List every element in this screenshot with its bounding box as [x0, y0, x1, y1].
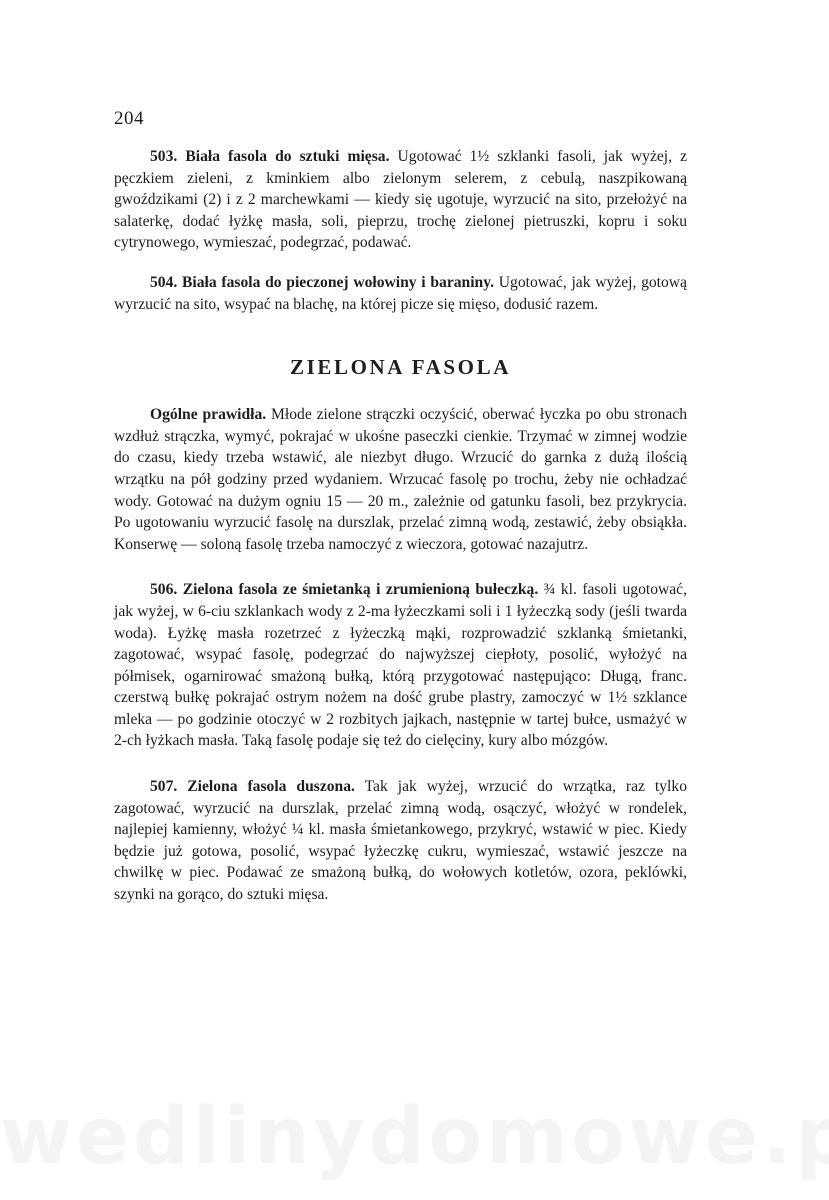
recipe-506-text: ¾ kl. fasoli ugotować, jak wyżej, w 6-ciu szklankach wody z 2-ma łyżeczkami soli i 1 łyżeczką sody (jeśli twarda woda). Łyżkę masła rozetrzeć z łyżeczką mąki, rozprowadzić szklanką śmietanki, zagotować, wsypać fasolę, podegrzać do najwyższej ciepłoty, posolić, wyłożyć na półmisek, ogarnirować smażoną bułką, którą przygotować następująco: Długą, franc. czerstwą bułkę pokrajać ostrym nożem na dość grube plastry, zamoczyć w 1½ szklance mleka — po godzinie otoczyć w 2 rozbitych jajkach, następnie w tartej bułce, usmażyć w 2-ch łyżkach masła. Taką fasolę podaje się też do cielęciny, kury albo mózgów. — [114, 581, 687, 750]
watermark — [0, 1092, 829, 1182]
recipe-506 — [114, 579, 687, 752]
recipe-504 — [114, 272, 687, 315]
recipe-503-number: 503. — [150, 148, 178, 165]
recipe-506-number: 506. — [150, 581, 178, 599]
recipe-504-text: Ugotować, jak wyżej, gotową wyrzucić na sito, wsypać na blachę, na której picze się mięso, dodusić razem. — [114, 273, 687, 313]
recipe-506-title: Zielona fasola ze śmietanką i zrumienioną bułeczką. — [182, 581, 539, 599]
recipe-504-number: 504. — [150, 273, 178, 291]
page-content — [114, 146, 687, 906]
recipe-503 — [114, 146, 687, 254]
recipe-507-text: Tak jak wyżej, wrzucić do wrzątka, raz tylko zagotować, wyrzucić na durszlak, przelać zimną wodą, osączyć, włożyć w rondelek, najlepiej kamienny, włożyć ¼ kl. masła śmietankowego, przykryć, wstawić w piec. Kiedy będzie już gotowa, posolić, wsypać łyżeczkę cukru, wymieszać, wstawić jeszcze na chwilkę w piec. Podawać ze smażoną bułką, do wołowych kotletów, ozora, peklówki, szynki na gorąco, do sztuki mięsa. — [114, 778, 687, 904]
recipe-507 — [114, 776, 687, 906]
section-title: ZIELONA FASOLA — [290, 355, 511, 380]
recipe-503-text: Ugotować 1½ szklanki fasoli, jak wyżej, z pęczkiem zieleni, z kminkiem albo zielonym selerem, z cebulą, naszpikowaną gwoździkami (2) i z 2 marchewkami — kiedy się ugotuje, wyrzucić na sito, przełożyć na salaterkę, dodać łyżkę masła, soli, pieprzu, trochę zielonej pietruszki, kopru i soku cytrynowego, wymieszać, podegrzać, podawać. — [114, 148, 687, 252]
general-rules-title: Ogólne prawidła. — [150, 406, 267, 424]
page-number: 204 — [114, 108, 144, 129]
recipe-507-number: 507. — [150, 778, 178, 796]
general-rules-text: Młode zielone strączki oczyścić, oberwać łyczka po obu stronach wzdłuż strączka, wymyć, pokrajać w ukośne paseczki cienkie. Trzymać w zimnej wodzie do czasu, kiedy trzeba wstawić, ale niezbyt długo. Wrzucić do garnka z dużą ilością wrzątku na pół godziny przed wydaniem. Wrzucać fasolę po trochu, żeby nie ochładzać wody. Gotować na dużym ogniu 15 — 20 m., zależnie od gatunku fasoli, bez przykrycia. Po ugotowaniu wyrzucić fasolę na durszlak, przelać zimną wodą, zestawić, żeby obsiąkła. Konserwę — soloną fasolę trzeba namoczyć z wieczora, gotować nazajutrz. — [114, 406, 687, 553]
recipe-503-title: Biała fasola do sztuki mięsa. — [185, 148, 390, 165]
recipe-504-title: Biała fasola do pieczonej wołowiny i baraniny. — [182, 273, 495, 291]
general-rules — [114, 404, 687, 555]
recipe-507-title: Zielona fasola duszona. — [187, 778, 355, 796]
